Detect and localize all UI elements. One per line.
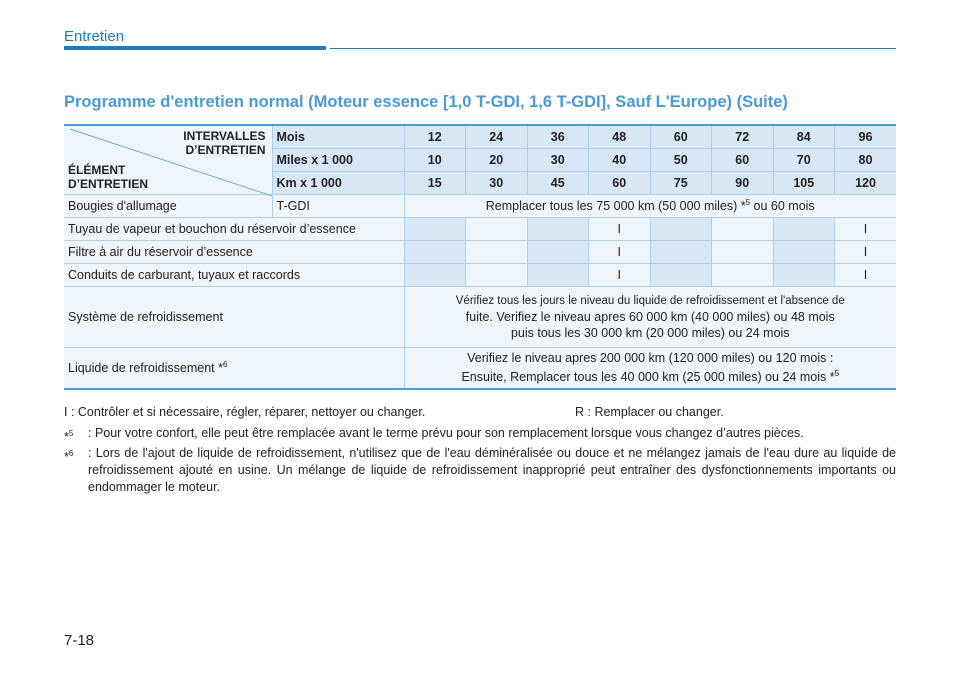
legend	[64, 404, 896, 496]
schedule-cell	[527, 218, 589, 241]
section-title: Entretien	[64, 28, 125, 45]
header-cell: 75	[650, 172, 712, 195]
schedule-cell	[404, 218, 466, 241]
schedule-cell	[650, 264, 712, 287]
header-cell: 30	[527, 149, 589, 172]
schedule-cell	[712, 264, 774, 287]
header-cell: 84	[773, 125, 835, 149]
item-label: Liquide de refroidissement *$^6$	[64, 348, 404, 390]
maintenance-schedule-table	[64, 124, 896, 390]
header-cell: 24	[466, 125, 528, 149]
header-cell: 40	[589, 149, 651, 172]
schedule-cell	[773, 264, 835, 287]
header-rule-thin	[330, 48, 896, 49]
header-cell: 80	[835, 149, 897, 172]
item-label: Bougies d'allumage	[64, 195, 272, 218]
header-cell: 105	[773, 172, 835, 195]
header-label-mois: Mois	[272, 125, 404, 149]
schedule-cell	[712, 218, 774, 241]
item-label: Tuyau de vapeur et bouchon du réservoir d’essence	[64, 218, 404, 241]
schedule-cell	[404, 241, 466, 264]
header-cell: 12	[404, 125, 466, 149]
table-row-fuel-lines	[64, 264, 896, 287]
footnote-6-marker: *$^6$	[64, 449, 74, 465]
schedule-cell: I	[835, 264, 897, 287]
schedule-cell: I	[589, 264, 651, 287]
footnote-6: *$^6$ : Lors de l'ajout de liquide de refroidissement, n'utilisez que de l'eau déminéralisée ou douce et ne mélangez jamais de l'eau dure au liquide de refroidissement ajouté en usine. Un mélange de liquide de refroidissement inapproprié peut entraîner des dysfonctionnements importants ou endommager le moteur.	[64, 446, 896, 494]
schedule-cell	[650, 218, 712, 241]
header-cell: 10	[404, 149, 466, 172]
table-corner	[64, 125, 272, 195]
header-label-km: Km x 1 000	[272, 172, 404, 195]
item-note: Verifiez le niveau apres 200 000 km (120 000 miles) ou 120 mois : Ensuite, Remplacer tous les 40 000 km (25 000 miles) ou 24 mois *$^5$	[404, 348, 896, 390]
schedule-cell: I	[835, 218, 897, 241]
header-cell: 15	[404, 172, 466, 195]
header-rule-thick	[64, 46, 326, 50]
header-cell: 20	[466, 149, 528, 172]
schedule-cell	[466, 264, 528, 287]
schedule-cell	[773, 241, 835, 264]
table-row-air-filter	[64, 241, 896, 264]
item-note: Vérifiez tous les jours le niveau du liquide de refroidissement et l'absence de fuite. Verifiez le niveau apres 60 000 km (40 000 miles) ou 48 mois puis tous les 30 000 km (20 000 miles) ou 24 mois	[404, 287, 896, 348]
header-cell: 72	[712, 125, 774, 149]
header-label-miles: Miles x 1 000	[272, 149, 404, 172]
corner-intervals-label: INTERVALLES D’ENTRETIEN	[183, 129, 266, 157]
table-row-coolant	[64, 348, 896, 390]
header-cell: 60	[589, 172, 651, 195]
header-cell: 120	[835, 172, 897, 195]
schedule-cell	[466, 218, 528, 241]
schedule-cell	[712, 241, 774, 264]
footnote-5-marker: *$^5$	[64, 429, 74, 445]
header-cell: 96	[835, 125, 897, 149]
legend-codes	[64, 404, 896, 422]
header-cell: 70	[773, 149, 835, 172]
header-cell: 48	[589, 125, 651, 149]
schedule-cell	[404, 264, 466, 287]
legend-replace: R : Remplacer ou changer.	[575, 405, 724, 419]
header-row-mois	[64, 125, 896, 149]
schedule-cell	[527, 264, 589, 287]
table-row-cooling-system	[64, 287, 896, 348]
footnote-5: *$^5$ : Pour votre confort, elle peut être remplacée avant le terme prévu pour son remplacement lorsque vous changez d’autres pièces.	[64, 426, 804, 445]
header-cell: 90	[712, 172, 774, 195]
schedule-cell	[466, 241, 528, 264]
header-cell: 30	[466, 172, 528, 195]
item-label: Conduits de carburant, tuyaux et raccords	[64, 264, 404, 287]
schedule-cell	[773, 218, 835, 241]
corner-element-label: ÉLÉMENT D’ENTRETIEN	[68, 163, 149, 191]
item-label: Système de refroidissement	[64, 287, 404, 348]
page-title: Programme d'entretien normal (Moteur essence [1,0 T-GDI, 1,6 T-GDI], Sauf L'Europe) (Suite)	[64, 93, 788, 111]
header-cell: 50	[650, 149, 712, 172]
header-cell: 60	[650, 125, 712, 149]
item-sublabel: T-GDI	[272, 195, 404, 218]
item-note: Remplacer tous les 75 000 km (50 000 miles) *$^5$ ou 60 mois	[404, 195, 896, 218]
item-label: Filtre à air du réservoir d’essence	[64, 241, 404, 264]
header-cell: 36	[527, 125, 589, 149]
schedule-cell	[527, 241, 589, 264]
schedule-cell	[650, 241, 712, 264]
header-cell: 45	[527, 172, 589, 195]
schedule-cell: I	[589, 241, 651, 264]
legend-inspect: I : Contrôler et si nécessaire, régler, réparer, nettoyer ou changer.	[64, 405, 426, 419]
header-cell: 60	[712, 149, 774, 172]
table-row-vapor-hose	[64, 218, 896, 241]
schedule-cell: I	[589, 218, 651, 241]
page-number: 7-18	[64, 632, 95, 649]
schedule-cell: I	[835, 241, 897, 264]
